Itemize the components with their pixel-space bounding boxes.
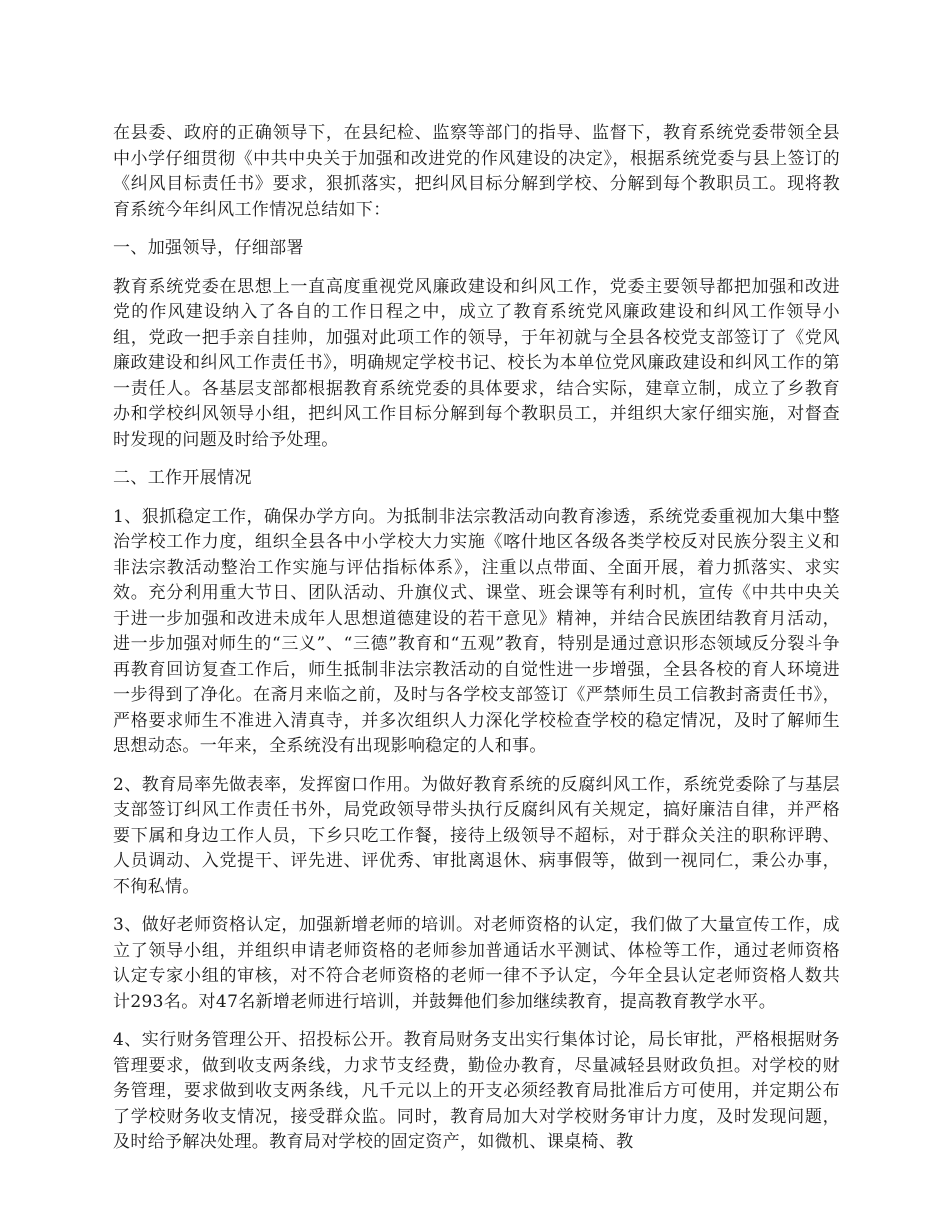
item-4-paragraph: 4、实行财务管理公开、招投标公开。教育局财务支出实行集体讨论，局长审批，严格根据财务管理要求，做到收支两条线，力求节支经费，勤俭办教育，尽量减轻县财政负担。对学校的财务管理，要求做到收支两条线，凡千元以上的开支必须经教育局批准后方可使用，并定期公布了学校财务收支情况，接受群众监。同时，教育局加大对学校财务审计力度，及时发现问题，及时给予解决处理。教育局对学校的固定资产，如微机、课桌椅、教	[113, 1030, 840, 1152]
section-1-paragraph: 教育系统党委在思想上一直高度重视党风廉政建设和纠风工作，党委主要领导都把加强和改进党的作风建设纳入了各自的工作日程之中，成立了教育系统党风廉政建设和纠风工作领导小组，党政一把手亲自挂帅，加强对此项工作的领导，于年初就与全县各校党支部签订了《党风廉政建设和纠风工作责任书》，明确规定学校书记、校长为本单位党风廉政建设和纠风工作的第一责任人。各基层支部都根据教育系统党委的具体要求，结合实际，建章立制，成立了乡教育办和学校纠风领导小组，把纠风工作目标分解到每个教职员工，并组织大家仔细实施，对督查时发现的问题及时给予处理。	[113, 276, 840, 450]
section-2-heading: 二、工作开展情况	[113, 468, 252, 488]
document-body	[113, 121, 840, 1169]
item-2-paragraph: 2、教育局率先做表率，发挥窗口作用。为做好教育系统的反腐纠风工作，系统党委除了与基层支部签订纠风工作责任书外，局党政领导带头执行反腐纠风有关规定，搞好廉洁自律，并严格要下属和身边工作人员，下乡只吃工作餐，接待上级领导不超标，对于群众关注的职称评聘、人员调动、入党提干、评先进、评优秀、审批离退休、病事假等，做到一视同仁，秉公办事，不徇私情。	[113, 774, 840, 897]
section-1-heading: 一、加强领导，仔细部署	[113, 238, 304, 258]
item-1-paragraph: 1、狠抓稳定工作，确保办学方向。为抵制非法宗教活动向教育渗透，系统党委重视加大集中整治学校工作力度，组织全县各中小学校大力实施《喀什地区各级各类学校反对民族分裂主义和非法宗教活动整治工作实施与评估指标体系》，注重以点带面、全面开展，着力抓落实、求实效。充分利用重大节日、团队活动、升旗仪式、课堂、班会课等有利时机，宣传《中共中央关于进一步加强和改进未成年人思想道德建设的若干意见》精神，并结合民族团结教育月活动，进一步加强对师生的“三义”、“三德”教育和“五观”教育，特别是通过意识形态领域反分裂斗争再教育回访复查工作后，师生抵制非法宗教活动的自觉性进一步增强，全县各校的育人环境进一步得到了净化。在斋月来临之前，及时与各学校支部签订《严禁师生员工信教封斋责任书》，严格要求师生不准进入清真寺，并多次组织人力深化学校检查学校的稳定情况，及时了解师生思想动态。一年来，全系统没有出现影响稳定的人和事。	[113, 506, 840, 756]
intro-paragraph: 在县委、政府的正确领导下，在县纪检、监察等部门的指导、监督下，教育系统党委带领全县中小学仔细贯彻《中共中央关于加强和改进党的作风建设的决定》，根据系统党委与县上签订的《纠风目标责任书》要求，狠抓落实，把纠风目标分解到学校、分解到每个教职员工。现将教育系统今年纠风工作情况总结如下：	[113, 123, 840, 220]
item-3-paragraph: 3、做好老师资格认定，加强新增老师的培训。对老师资格的认定，我们做了大量宣传工作，成立了领导小组，并组织申请老师资格的老师参加普通话水平测试、体检等工作，通过老师资格认定专家小组的审核，对不符合老师资格的老师一律不予认定，今年全县认定老师资格人数共计293名。对47名新增老师进行培训，并鼓舞他们参加继续教育，提高教育教学水平。	[113, 915, 840, 1012]
